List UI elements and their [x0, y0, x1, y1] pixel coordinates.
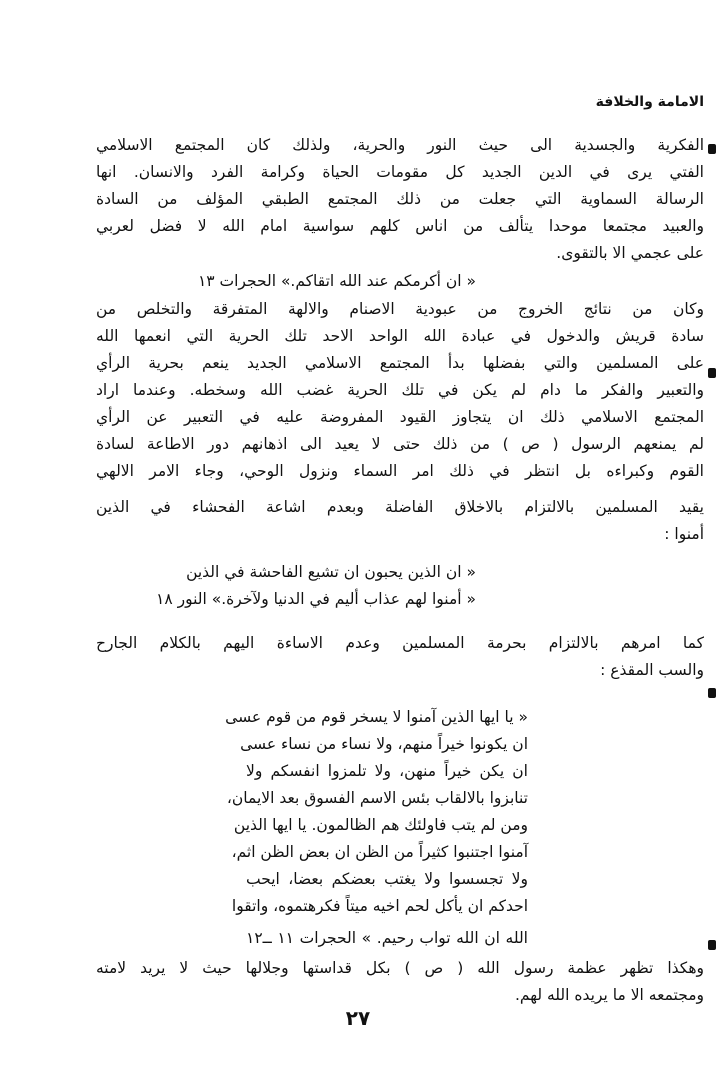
- scan-edge-mark: [708, 144, 716, 154]
- verse-line: ولا تجسسوا ولا يغتب بعضكم بعضا، ايحب: [246, 870, 528, 888]
- text-line: الرسالة السماوية التي جعلت من ذلك المجتمع الطبقي المؤلف من السادة: [96, 190, 704, 208]
- verse-line: ومن لم يتب فاولئك هم الظالمون. يا ايها الذين: [233, 816, 528, 834]
- verse-line: احدكم ان يأكل لحم اخيه ميتاً فكرهتموه، واتقوا: [231, 897, 528, 915]
- running-header: الامامة والخلافة: [595, 94, 704, 110]
- text-line: والسب المقذع :: [600, 661, 704, 679]
- quote-line: « أمنوا لهم عذاب أليم في الدنيا ولآخرة.» النور ١٨: [156, 590, 476, 608]
- verse-line: ان يكونوا خيراً منهم، ولا نساء من نساء عسى: [240, 735, 528, 753]
- scan-edge-mark: [708, 688, 716, 698]
- text-line: يقيد المسلمين بالالتزام بالاخلاق الفاضلة وبعدم اشاعة الفحشاء في الذين: [96, 498, 704, 516]
- verse-line: الله ان الله تواب رحيم. » الحجرات ١١ ــ١٢: [246, 929, 528, 947]
- text-line: على المسلمين والتي بفضلها بدأ المجتمع الاسلامي الجديد ينعم بحرية الرأي: [96, 354, 704, 372]
- page-number: ٢٧: [345, 1006, 371, 1030]
- verse-line: تنابزوا بالالقاب بئس الاسم الفسوق بعد الايمان،: [226, 789, 528, 807]
- text-line: ومجتمعه الا ما يريده الله لهم.: [514, 986, 704, 1004]
- text-line: على عجمي الا بالتقوى.: [556, 244, 704, 262]
- quote-line: « ان الذين يحبون ان تشيع الفاحشة في الذين: [186, 563, 476, 581]
- verse-line: « يا ايها الذين آمنوا لا يسخر قوم من قوم عسى: [225, 708, 528, 726]
- text-line: كما امرهم بالالتزام بحرمة المسلمين وعدم الاساءة اليهم بالكلام الجارح: [96, 634, 704, 652]
- scan-edge-mark: [708, 368, 716, 378]
- scan-edge-mark: [708, 940, 716, 950]
- text-line: وهكذا تظهر عظمة رسول الله ( ص ) بكل قداستها وجلالها حيث لا يريد لامته: [96, 959, 704, 977]
- text-line: الفكرية والجسدية الى حيث النور والحرية، ولذلك كان المجتمع الاسلامي: [96, 136, 704, 154]
- verse-line: آمنوا اجتنبوا كثيراً من الظن ان بعض الظن اثم،: [231, 843, 528, 861]
- quote-line: « ان أكرمكم عند الله اتقاكم.» الحجرات ١٣: [197, 272, 476, 290]
- text-line: القوم وكبراءه بل انتظر في ذلك امر السماء ونزول الوحي، وجاء الامر الالهي: [96, 462, 704, 480]
- text-line: المجتمع الاسلامي ذلك ان يتجاوز القيود المفروضة عليه في التعبير عن الرأي: [96, 408, 704, 426]
- text-line: وكان من نتائج الخروج من عبودية الاصنام والالهة المتفرقة والتخلص من: [96, 300, 704, 318]
- text-line: الفتي يرى في الدين الجديد كل مقومات الحياة وكرامة الفرد والانسان. انها: [96, 163, 704, 181]
- verse-line: ان يكن خيراً منهن، ولا تلمزوا انفسكم ولا: [246, 762, 528, 780]
- text-line: والعبيد مجتمعا موحدا يتألف من اناس كلهم سواسية امام الله لا فضل لعربي: [96, 217, 704, 235]
- text-line: والتعبير والفكر ما دام لم يكن في تلك الحرية غضب الله وسخطه. وعندما اراد: [96, 381, 704, 399]
- text-line: سادة قريش والدخول في عبادة الله الواحد الاحد تلك الحرية التي انعمها الله: [96, 327, 704, 345]
- text-line: أمنوا :: [664, 525, 704, 543]
- text-line: لم يمنعهم الرسول ( ص ) من ذلك حتى لا يعيد الى اذهانهم دور الاطاعة لسادة: [96, 435, 704, 453]
